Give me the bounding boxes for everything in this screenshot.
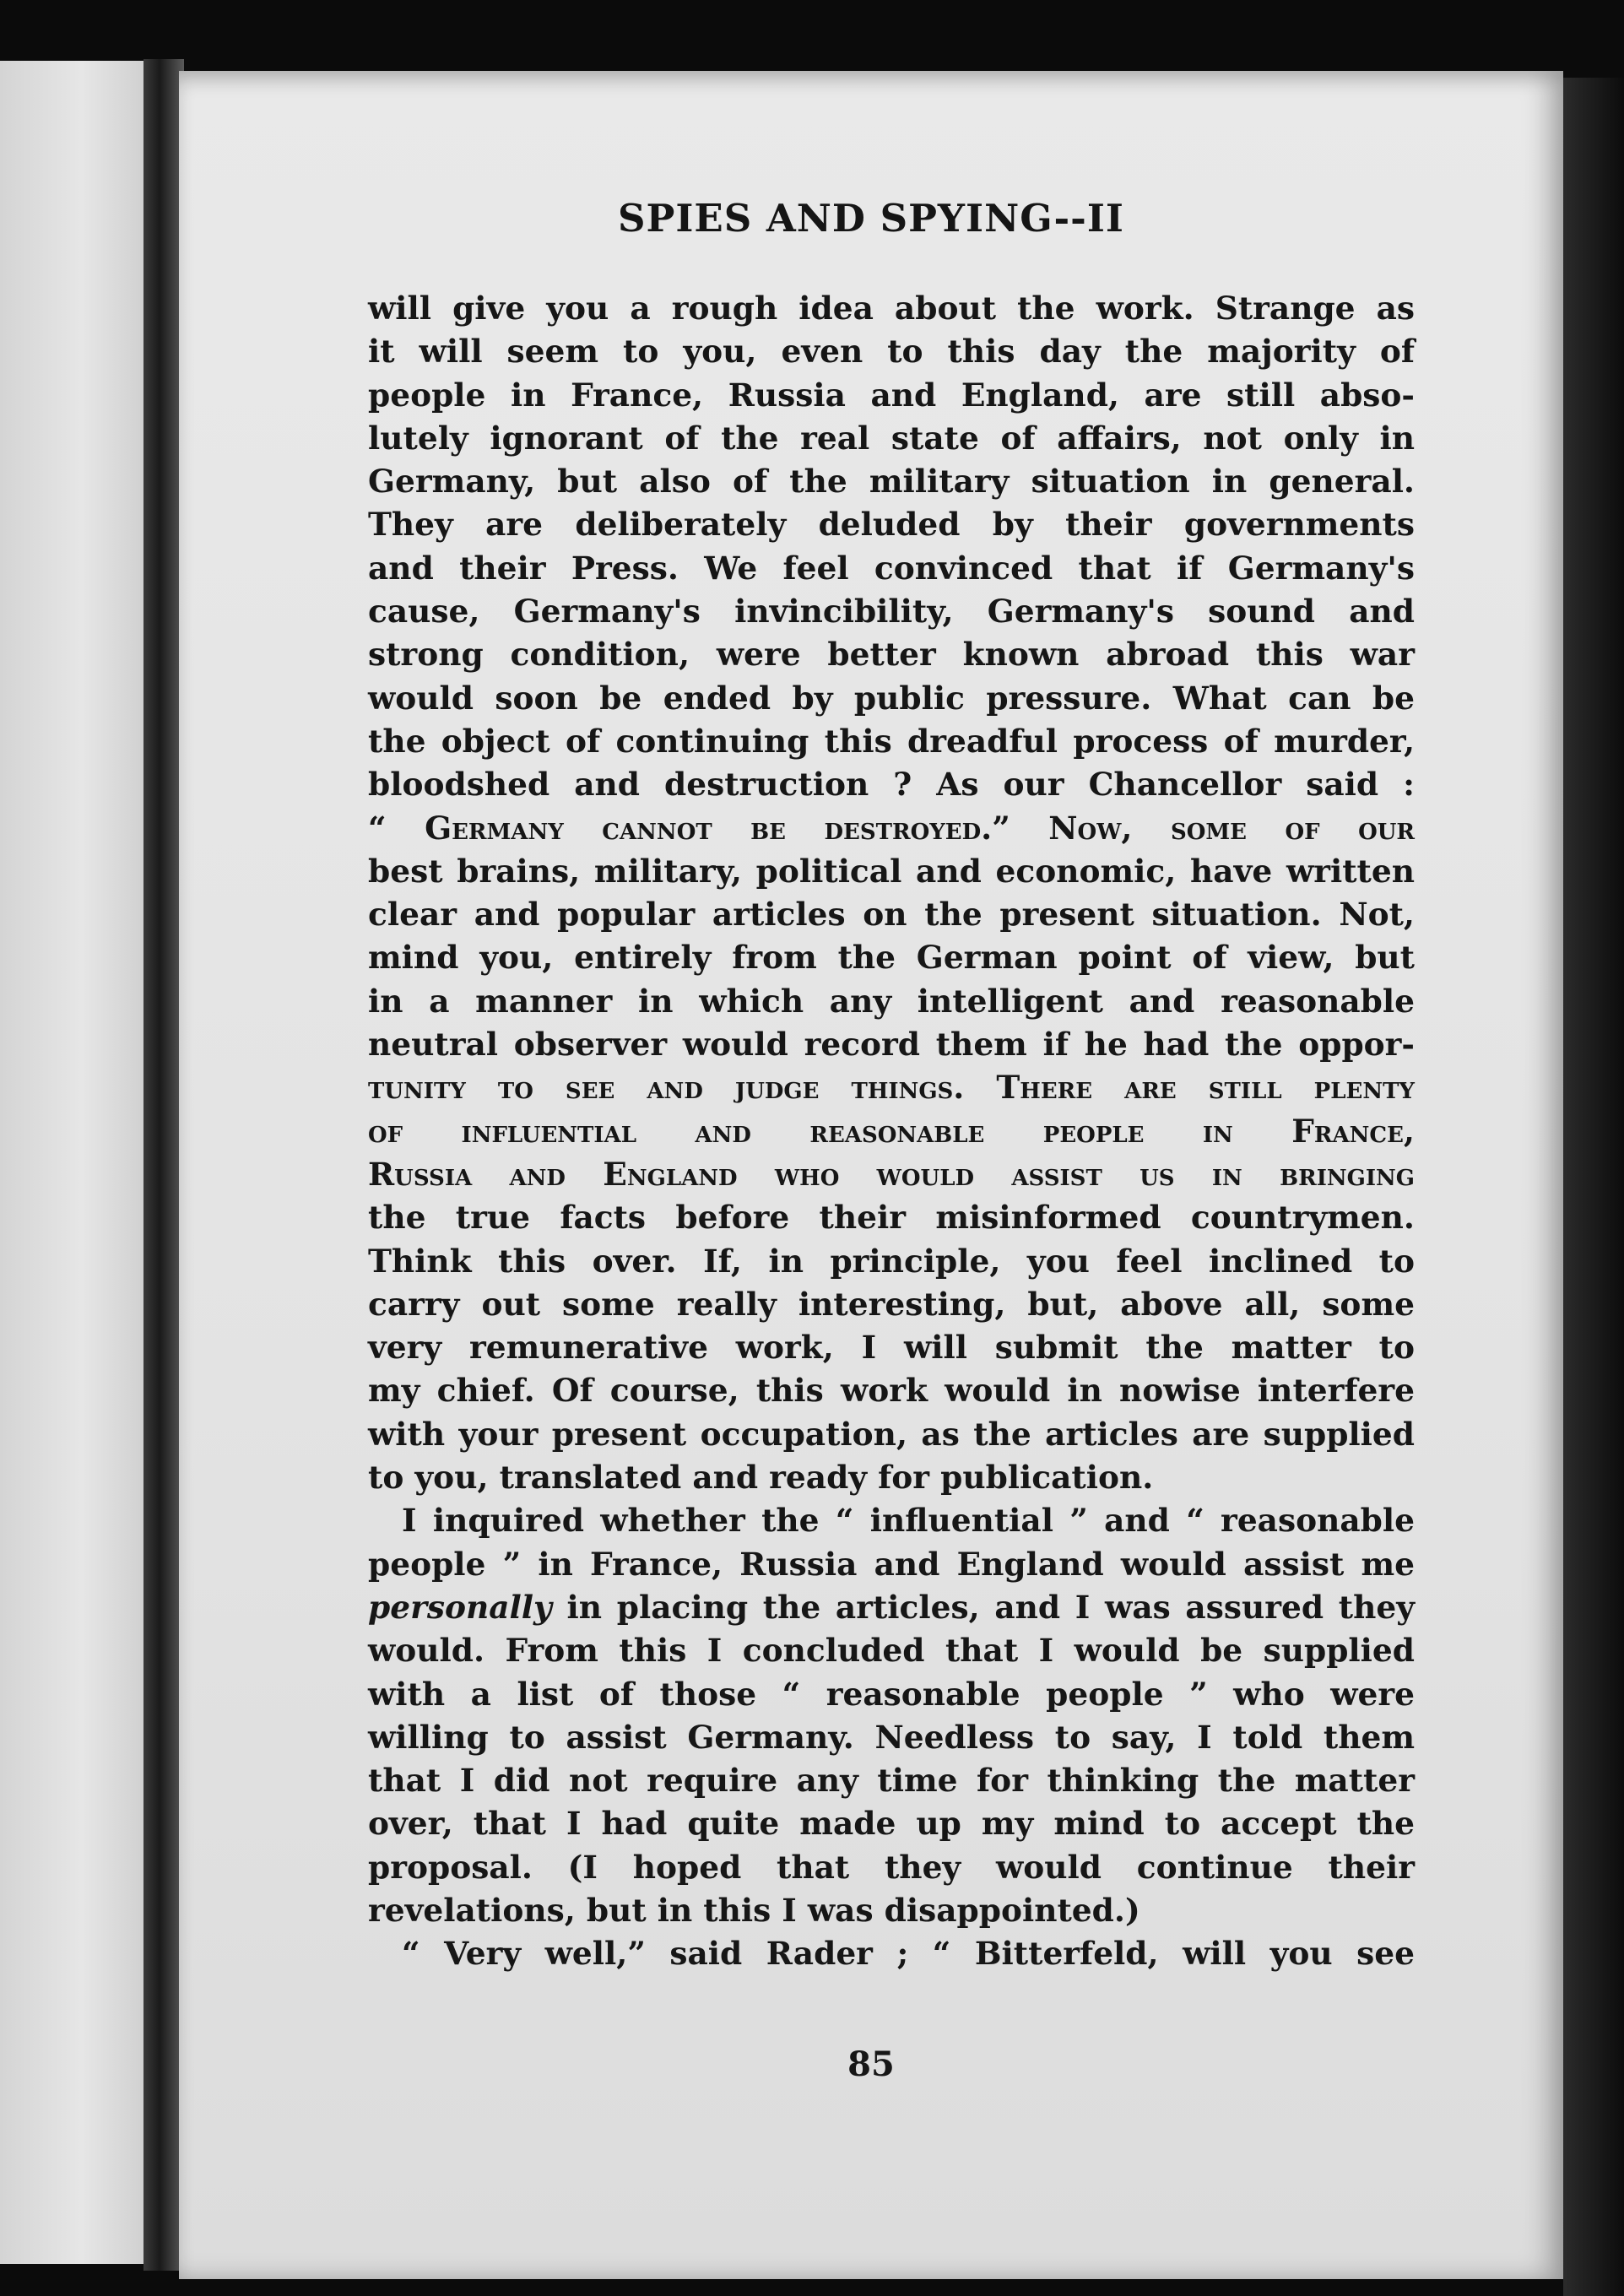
text-line: of influential and reasonable people in France, [368, 1112, 1415, 1150]
text-line: in a manner in which any intelligent and reasonable [368, 982, 1415, 1020]
book-page [179, 71, 1563, 2279]
text-line: tunity to see and judge things. There are still plenty [368, 1069, 1415, 1107]
text-line: mind you, entirely from the German point of view, but [368, 939, 1415, 977]
text-line: Think this over. If, in principle, you feel inclined to [368, 1242, 1415, 1280]
text-line: people ” in France, Russia and England would assist me [368, 1545, 1415, 1583]
text-line: to you, translated and ready for publication. [368, 1459, 1154, 1497]
text-line: clear and popular articles on the present situation. Not, [368, 896, 1415, 934]
text-line: best brains, military, political and economic, have written [368, 852, 1415, 890]
text-line: lutely ignorant of the real state of affairs, not only in [368, 419, 1415, 457]
text-line: proposal. (I hoped that they would continue their [368, 1848, 1415, 1886]
text-line: I inquired whether the “ influential ” and “ reasonable [402, 1502, 1415, 1540]
text-line: the true facts before their misinformed countrymen. [368, 1199, 1415, 1237]
text-line: and their Press. We feel convinced that if Germany's [368, 549, 1415, 587]
text-line: strong condition, were better known abroad this war [368, 636, 1415, 674]
text-line: revelations, but in this I was disappointed.) [368, 1891, 1140, 1929]
text-line: personally in placing the articles, and I was assured they [368, 1588, 1415, 1626]
text-line: carry out some really interesting, but, above all, some [368, 1285, 1415, 1323]
text-line: cause, Germany's invincibility, Germany's sound and [368, 593, 1415, 631]
text-line: They are deliberately deluded by their governments [368, 506, 1415, 544]
text-line: that I did not require any time for thinking the matter [368, 1762, 1415, 1800]
text-line: willing to assist Germany. Needless to say, I told them [368, 1718, 1415, 1756]
running-head: SPIES AND SPYING--II [618, 196, 1124, 241]
text-line: “ Very well,” said Rader ; “ Bitterfeld, will you see [402, 1935, 1415, 1973]
text-line: my chief. Of course, this work would in nowise interfere [368, 1372, 1415, 1410]
body-text [368, 287, 1415, 1976]
text-line: it will seem to you, even to this day the majority of [368, 333, 1415, 371]
emphasis: personally [368, 1588, 552, 1626]
text-line: with a list of those “ reasonable people ” who were [368, 1675, 1415, 1713]
text-line: the object of continuing this dreadful process of murder, [368, 722, 1415, 760]
book-gutter [143, 59, 184, 2271]
text-line: neutral observer would record them if he had the oppor- [368, 1026, 1415, 1064]
text-line: will give you a rough idea about the work. Strange as [368, 290, 1415, 327]
text-line: Germany, but also of the military situation in general. [368, 463, 1415, 501]
page-edge-shadow [1563, 78, 1624, 2296]
text-line: Russia and England who would assist us in bringing [368, 1155, 1415, 1193]
text-line: very remunerative work, I will submit the matter to [368, 1329, 1415, 1367]
text-line: bloodshed and destruction ? As our Chancellor said : [368, 766, 1415, 804]
text-line: “ Germany cannot be destroyed.” Now, some of our [368, 809, 1415, 847]
text-line: with your present occupation, as the articles are supplied [368, 1415, 1415, 1453]
text-line: over, that I had quite made up my mind to accept the [368, 1805, 1415, 1843]
facing-page-edge [0, 61, 149, 2264]
text-line: would soon be ended by public pressure. What can be [368, 679, 1415, 717]
page-number: 85 [847, 2044, 895, 2084]
text-line: people in France, Russia and England, are still abso- [368, 376, 1415, 414]
text-line: would. From this I concluded that I would be supplied [368, 1632, 1415, 1670]
